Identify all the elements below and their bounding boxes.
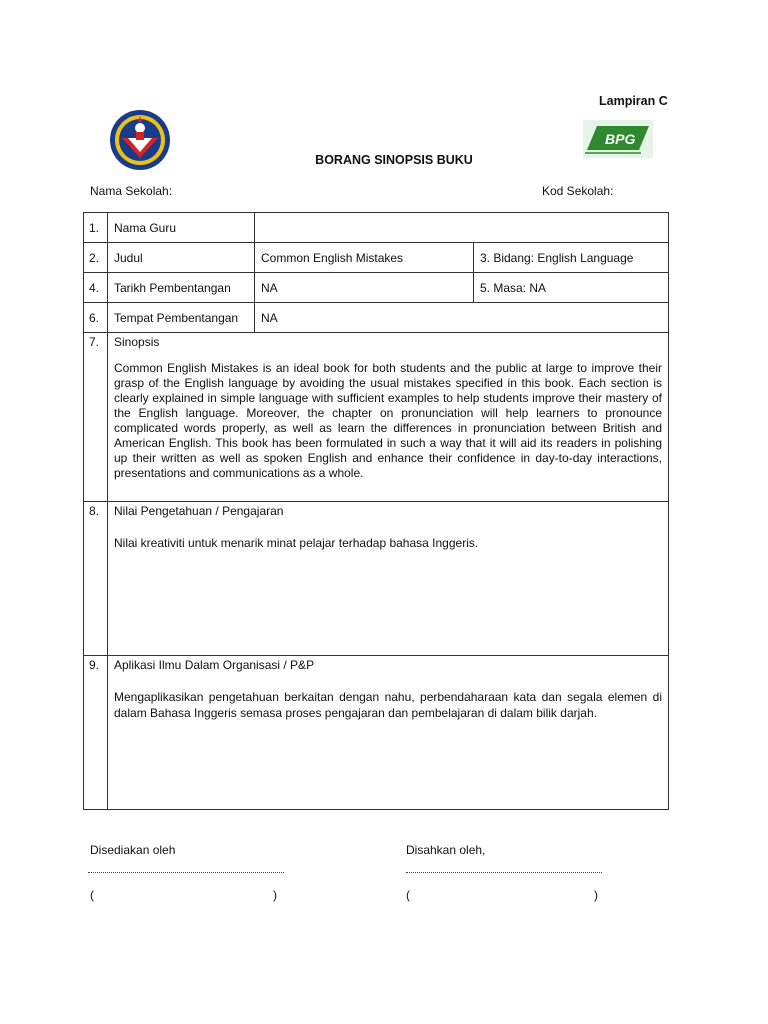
table-row <box>84 333 669 502</box>
nilai-text: Nilai kreativiti untuk menarik minat pelajar terhadap bahasa Inggeris. <box>114 536 479 550</box>
field-label-judul: Judul <box>108 243 255 273</box>
row-number: 2. <box>84 243 108 273</box>
nama-sekolah-label: Nama Sekolah: <box>90 184 173 198</box>
table-row <box>84 273 669 303</box>
prepared-by-signature-line[interactable] <box>88 872 284 873</box>
field-bidang[interactable]: 3. Bidang: English Language <box>474 243 669 273</box>
field-value-nama-guru[interactable] <box>255 213 669 243</box>
nilai-label: Nilai Pengetahuan / Pengajaran <box>114 504 284 518</box>
aplikasi-label: Aplikasi Ilmu Dalam Organisasi / P&P <box>114 658 315 672</box>
sinopsis-cell[interactable] <box>108 333 669 502</box>
field-label-nama-guru: Nama Guru <box>108 213 255 243</box>
aplikasi-text: Mengaplikasikan pengetahuan berkaitan dengan nahu, perbendaharaan kata dan segala elemen di dalam Bahasa Inggeris semasa proses pengajaran dan pembelajaran di dalam bilik darjah. <box>114 690 662 720</box>
sinopsis-text: Common English Mistakes is an ideal book for both students and the public at large to improve their grasp of the English language by avoiding the usual mistakes specified in this book. Each section is clearly explained in simple language with sufficient examples to help students improve their mastery of the English language. Moreover, the chapter on pronunciation will help learners to pronounce complicated words properly, as well as learn the differences in pronunciation between British and American English. This book has been formulated in such a way that it will aid its readers in polishing up their written as well as spoken English and enhance their confidence in day-to-day interactions, presentations and communications as a whole. <box>114 361 662 480</box>
field-value-tarikh[interactable]: NA <box>255 273 474 303</box>
approved-by-name-open: ( <box>406 888 410 902</box>
sinopsis-label: Sinopsis <box>114 335 160 349</box>
table-row <box>84 656 669 810</box>
aplikasi-cell[interactable] <box>108 656 669 810</box>
row-number: 7. <box>84 333 108 502</box>
approved-by-name-close: ) <box>594 888 598 902</box>
field-value-tempat[interactable]: NA <box>255 303 669 333</box>
field-label-tarikh: Tarikh Pembentangan <box>108 273 255 303</box>
nilai-cell[interactable] <box>108 502 669 656</box>
row-number: 6. <box>84 303 108 333</box>
field-masa[interactable]: 5. Masa: NA <box>474 273 669 303</box>
kod-sekolah-label: Kod Sekolah: <box>542 184 614 198</box>
table-row <box>84 502 669 656</box>
table-row <box>84 303 669 333</box>
approved-by-signature-line[interactable] <box>406 872 602 873</box>
row-number: 8. <box>84 502 108 656</box>
field-label-tempat: Tempat Pembentangan <box>108 303 255 333</box>
prepared-by-name-close: ) <box>273 888 277 902</box>
synopsis-form-table <box>83 212 669 810</box>
lampiran-label: Lampiran C <box>599 94 668 108</box>
table-row <box>84 243 669 273</box>
row-number: 1. <box>84 213 108 243</box>
approved-by-label: Disahkan oleh, <box>406 843 486 857</box>
page-title: BORANG SINOPSIS BUKU <box>315 153 473 167</box>
prepared-by-label: Disediakan oleh <box>90 843 176 857</box>
field-value-judul[interactable]: Common English Mistakes <box>255 243 474 273</box>
row-number: 9. <box>84 656 108 810</box>
bpg-logo-text: BPG <box>605 131 636 147</box>
row-number: 4. <box>84 273 108 303</box>
prepared-by-name-open: ( <box>90 888 94 902</box>
table-row <box>84 213 669 243</box>
